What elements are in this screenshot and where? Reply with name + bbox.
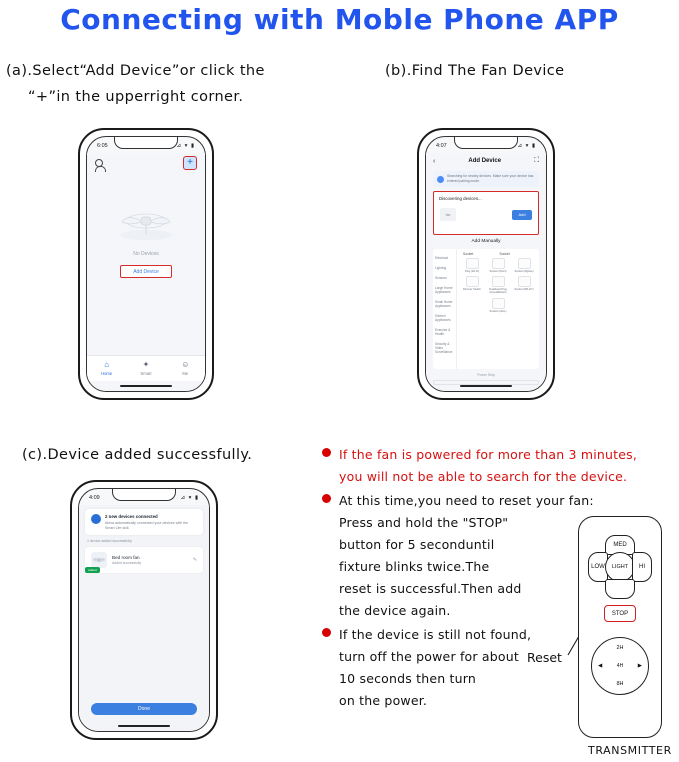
remote-off-button[interactable] <box>605 579 635 599</box>
note-line: If the fan is powered for more than 3 minutes, <box>339 447 638 462</box>
device-type-label: Socket (NB-IoT) <box>514 288 534 292</box>
bullet-icon <box>322 494 331 503</box>
add-device-button[interactable]: Add Device <box>120 265 172 278</box>
device-type-label: Socket (Zigbee) <box>514 270 534 273</box>
device-type-icon <box>518 276 531 287</box>
note-line: At this time,you need to reset your fan: <box>339 493 594 508</box>
device-type-label: Plug (Wi-Fi) <box>464 270 480 273</box>
profile-icon[interactable] <box>95 159 103 167</box>
device-type-icon <box>518 258 531 269</box>
note-line: 10 seconds then turn <box>339 671 477 686</box>
timer-8h-button[interactable]: 8H <box>616 681 624 687</box>
phone-a-content <box>87 153 205 391</box>
category-item[interactable]: Security & Video Surveillance <box>435 342 453 354</box>
device-type-icon <box>466 258 479 269</box>
fan-thumb-icon <box>91 552 107 568</box>
discovered-device-row <box>440 208 532 221</box>
device-type-label: Socket (other) <box>489 309 507 313</box>
column-header: Socket <box>463 252 474 256</box>
note-line: If the device is still not found, <box>339 627 532 642</box>
remote-hi-button[interactable]: HI <box>632 552 652 582</box>
add-button[interactable]: Add <box>512 210 532 220</box>
done-button[interactable]: Done <box>91 703 197 715</box>
device-type-item[interactable] <box>487 258 509 273</box>
card-subtitle: Alexa automatically connected your devices with the Smart Life skill. <box>105 520 189 530</box>
phone-mockup-c <box>70 480 218 740</box>
note-item <box>322 444 662 488</box>
category-item[interactable]: Kitchen Appliances <box>435 314 451 322</box>
category-item[interactable]: Small Home Appliances <box>435 300 453 308</box>
note-line: Press and hold the "STOP" <box>339 515 509 530</box>
grid-row <box>459 258 537 273</box>
status-time: 4:07 <box>436 143 447 149</box>
home-icon: ⌂ <box>104 360 110 369</box>
discovering-title: Discovering devices... <box>439 196 482 201</box>
home-indicator <box>460 385 512 388</box>
tab-smart[interactable] <box>126 356 165 381</box>
remote-timer-dial <box>591 637 649 695</box>
category-item[interactable]: Exercise & Health <box>435 328 451 336</box>
note-line: fixture blinks twice.The <box>339 559 490 574</box>
reset-label: Reset <box>527 650 562 665</box>
device-name: Bed room fan <box>112 555 140 560</box>
card-title: 2 new devices connected <box>105 514 158 519</box>
tab-me-label: Me <box>182 371 189 376</box>
device-type-grid <box>457 249 539 369</box>
add-plus-icon[interactable]: + <box>183 156 197 170</box>
column-header: Socket <box>499 252 510 256</box>
device-type-icon <box>466 276 479 287</box>
app-topbar-a <box>87 153 205 173</box>
phone-mockup-b <box>417 128 555 400</box>
timer-next-button[interactable]: ▶ <box>637 663 642 669</box>
device-thumbnail <box>91 552 107 568</box>
grid-row <box>459 276 537 294</box>
caption-c: (c).Device added successfully. <box>22 447 253 463</box>
device-type-item[interactable] <box>513 276 535 294</box>
device-type-item[interactable] <box>487 276 509 294</box>
alexa-icon <box>91 514 101 524</box>
caption-a <box>6 58 306 110</box>
note-line: on the power. <box>339 693 428 708</box>
timer-4h-button[interactable]: 4H <box>616 663 624 669</box>
scan-icon[interactable]: ⛶ <box>534 157 539 164</box>
status-icons: ⊿ ▾ ▮ <box>176 143 195 149</box>
category-item[interactable]: Lighting <box>435 266 447 270</box>
status-icons: ⊿ ▾ ▮ <box>180 495 199 501</box>
me-icon: ☺ <box>181 360 190 369</box>
tab-home[interactable] <box>87 356 126 381</box>
tab-home-label: Home <box>101 371 113 376</box>
note-text <box>339 624 531 712</box>
home-indicator <box>118 725 170 728</box>
section-label: 1 device added successfully <box>87 539 132 543</box>
back-icon[interactable]: ‹ <box>433 157 436 165</box>
remote-dpad <box>588 535 652 599</box>
status-bar-a <box>87 139 205 153</box>
timer-prev-button[interactable]: ◀ <box>598 663 603 669</box>
device-type-icon <box>492 276 505 287</box>
discovering-devices-panel <box>433 191 539 235</box>
device-type-label: Dualband Plug (Cloud&Mesh) <box>489 288 507 295</box>
grid-column-headers <box>459 252 537 256</box>
remote-med-button[interactable]: MED <box>605 535 635 555</box>
device-type-item[interactable] <box>487 298 509 313</box>
device-type-item[interactable] <box>461 258 483 273</box>
caption-b: (b).Find The Fan Device <box>385 63 565 79</box>
search-hint-banner <box>433 171 539 187</box>
device-type-icon <box>492 258 505 269</box>
phone-b-content <box>426 153 546 391</box>
page-title: Connecting with Moble Phone APP <box>60 3 619 36</box>
device-type-label: Dimmer Switch <box>462 288 482 292</box>
status-bar-c <box>79 491 209 505</box>
device-status: Added successfully <box>112 561 142 565</box>
phone-c-content <box>79 505 209 731</box>
status-bar-b <box>426 139 546 153</box>
remote-transmitter <box>578 516 662 738</box>
note-line: you will not be able to search for the device. <box>339 469 628 484</box>
device-type-item[interactable] <box>513 258 535 273</box>
remote-low-button[interactable]: LOW <box>588 552 608 582</box>
category-list <box>433 249 457 369</box>
device-thumbnail: fan <box>440 208 456 221</box>
category-item[interactable]: Electrical <box>435 256 448 260</box>
status-badge: Added <box>85 567 100 573</box>
nav-title: Add Device <box>468 158 502 164</box>
fan-illustration <box>114 205 178 245</box>
grid-row <box>459 298 537 313</box>
banner-text: Searching for nearby devices. Make sure your device has entered pairing mode. <box>447 174 534 183</box>
tab-smart-label: Smart <box>140 371 152 376</box>
nav-bar-b <box>426 153 546 169</box>
status-time: 4:09 <box>89 495 100 501</box>
note-line: turn off the power for about <box>339 649 519 664</box>
status-time: 6:05 <box>97 143 108 149</box>
added-device-row[interactable] <box>85 547 203 573</box>
phone-c-screen <box>78 488 210 732</box>
info-icon <box>437 176 444 183</box>
note-line: reset is successful.Then add <box>339 581 522 596</box>
timer-2h-button[interactable]: 2H <box>616 645 624 651</box>
devices-connected-card <box>85 509 203 535</box>
bullet-icon <box>322 448 331 457</box>
category-item[interactable]: Large Home Appliances <box>435 286 453 294</box>
caption-a-line2: “+”in the upperright corner. <box>28 89 244 105</box>
smart-icon: ✦ <box>142 360 150 369</box>
device-type-label: Socket (Wi-Fi) <box>489 270 507 273</box>
note-line: the device again. <box>339 603 451 618</box>
edit-icon[interactable]: ✎ <box>192 557 197 563</box>
note-text <box>339 444 637 488</box>
tab-me[interactable] <box>166 356 205 381</box>
phone-mockup-a <box>78 128 214 400</box>
remote-stop-button[interactable]: STOP <box>604 605 636 622</box>
add-manually-title: Add Manually <box>471 239 501 244</box>
device-type-icon <box>492 298 505 309</box>
caption-a-line1: (a).Select“Add Device”or click the <box>6 63 265 79</box>
grid-footer-text: Power Strip <box>477 373 495 377</box>
manual-category-grid <box>433 249 539 369</box>
remote-light-button[interactable]: LIGHT <box>605 552 635 582</box>
bullet-icon <box>322 628 331 637</box>
device-type-item[interactable] <box>461 276 483 294</box>
note-text <box>339 490 594 622</box>
transmitter-label: TRANSMITTER <box>588 744 672 757</box>
category-item[interactable]: Sensors <box>435 276 447 280</box>
home-indicator <box>120 385 172 388</box>
empty-state-text: No Devices <box>133 251 159 257</box>
note-line: button for 5 seconduntil <box>339 537 495 552</box>
status-icons: ⊿ ▾ ▮ <box>517 143 536 149</box>
phone-a-screen <box>86 136 206 392</box>
bottom-tab-bar-a <box>87 355 205 381</box>
phone-b-screen <box>425 136 547 392</box>
